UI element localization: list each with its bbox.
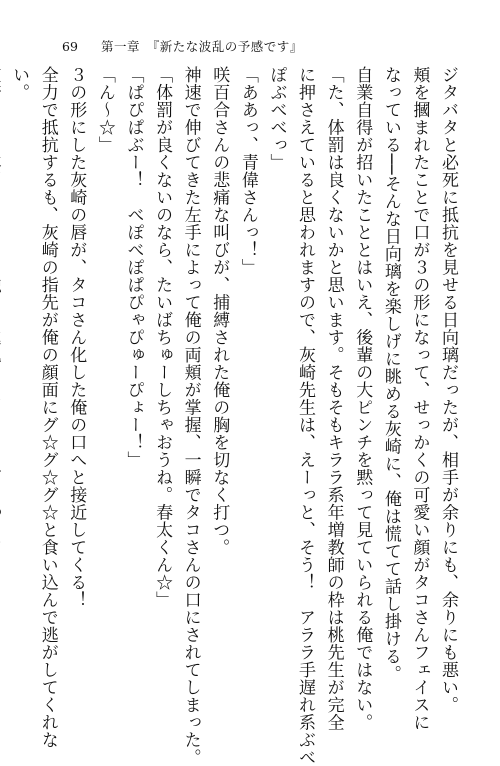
text-line: 神速で伸びてきた左手によって俺の両頬が掌握、一瞬でタコさんの口にされてしまった。 bbox=[180, 66, 201, 766]
text-line: に押さえていると思われますので、灰崎先生は、えーっと、そう！ アララ手遅れ系ぶべ bbox=[295, 66, 316, 766]
text-line: 「ああっ、青偉さんっ！」 bbox=[237, 66, 258, 276]
text-line: 「ぱぴぱぶー！ べぽべぽぱぴゃぴゅーぴょー！」 bbox=[123, 66, 144, 469]
text-line: 咲百合さんの悲痛な叫びが、捕縛された俺の胸を切なく打つ。 bbox=[209, 66, 230, 556]
text-line: ３の形にした灰崎の唇が、タコさん化した俺の口へと接近してくる！ bbox=[66, 66, 87, 609]
text-line: 全力で抵抗するも、灰崎の指先が俺の顔面にグ☆グ☆グ☆と食い込んで逃がしてくれな bbox=[37, 66, 58, 749]
text-line: 「体罰が良くないのなら、たいばちゅーしちゃおうね。春太くん☆」 bbox=[152, 66, 173, 609]
chapter-title: 第一章 『新たな波乱の予感です』 bbox=[101, 39, 303, 54]
running-header bbox=[0, 37, 500, 57]
text-line: 「た、体罰は良くないかと思います。そもそもキララ系年増教師の枠は桃先生が完全 bbox=[323, 66, 344, 731]
text-line: ジタバタと必死に抵抗を見せる日向璃だったが、相手が余りにも、余りにも悪い。 bbox=[438, 66, 458, 714]
text-line: 自業自得が招いたこととはいえ、後輩の大ピンチを黙って見ていられる俺ではない。 bbox=[352, 66, 373, 731]
text-line: なっている──そんな日向璃を楽しげに眺める灰崎に、俺は慌てて話し掛ける。 bbox=[380, 66, 401, 683]
text-line: い。 bbox=[9, 66, 30, 101]
text-line: ぽぶべべっ」 bbox=[266, 66, 287, 171]
body-text bbox=[9, 66, 462, 766]
text-line: 頬を摑まれたことで口が３の形になって、せっかくの可愛い顔がタコさんフェイスに bbox=[409, 66, 430, 731]
page-number: 69 bbox=[62, 39, 78, 54]
text-line: 「ん～☆」 bbox=[94, 66, 115, 154]
text-line bbox=[0, 66, 5, 681]
